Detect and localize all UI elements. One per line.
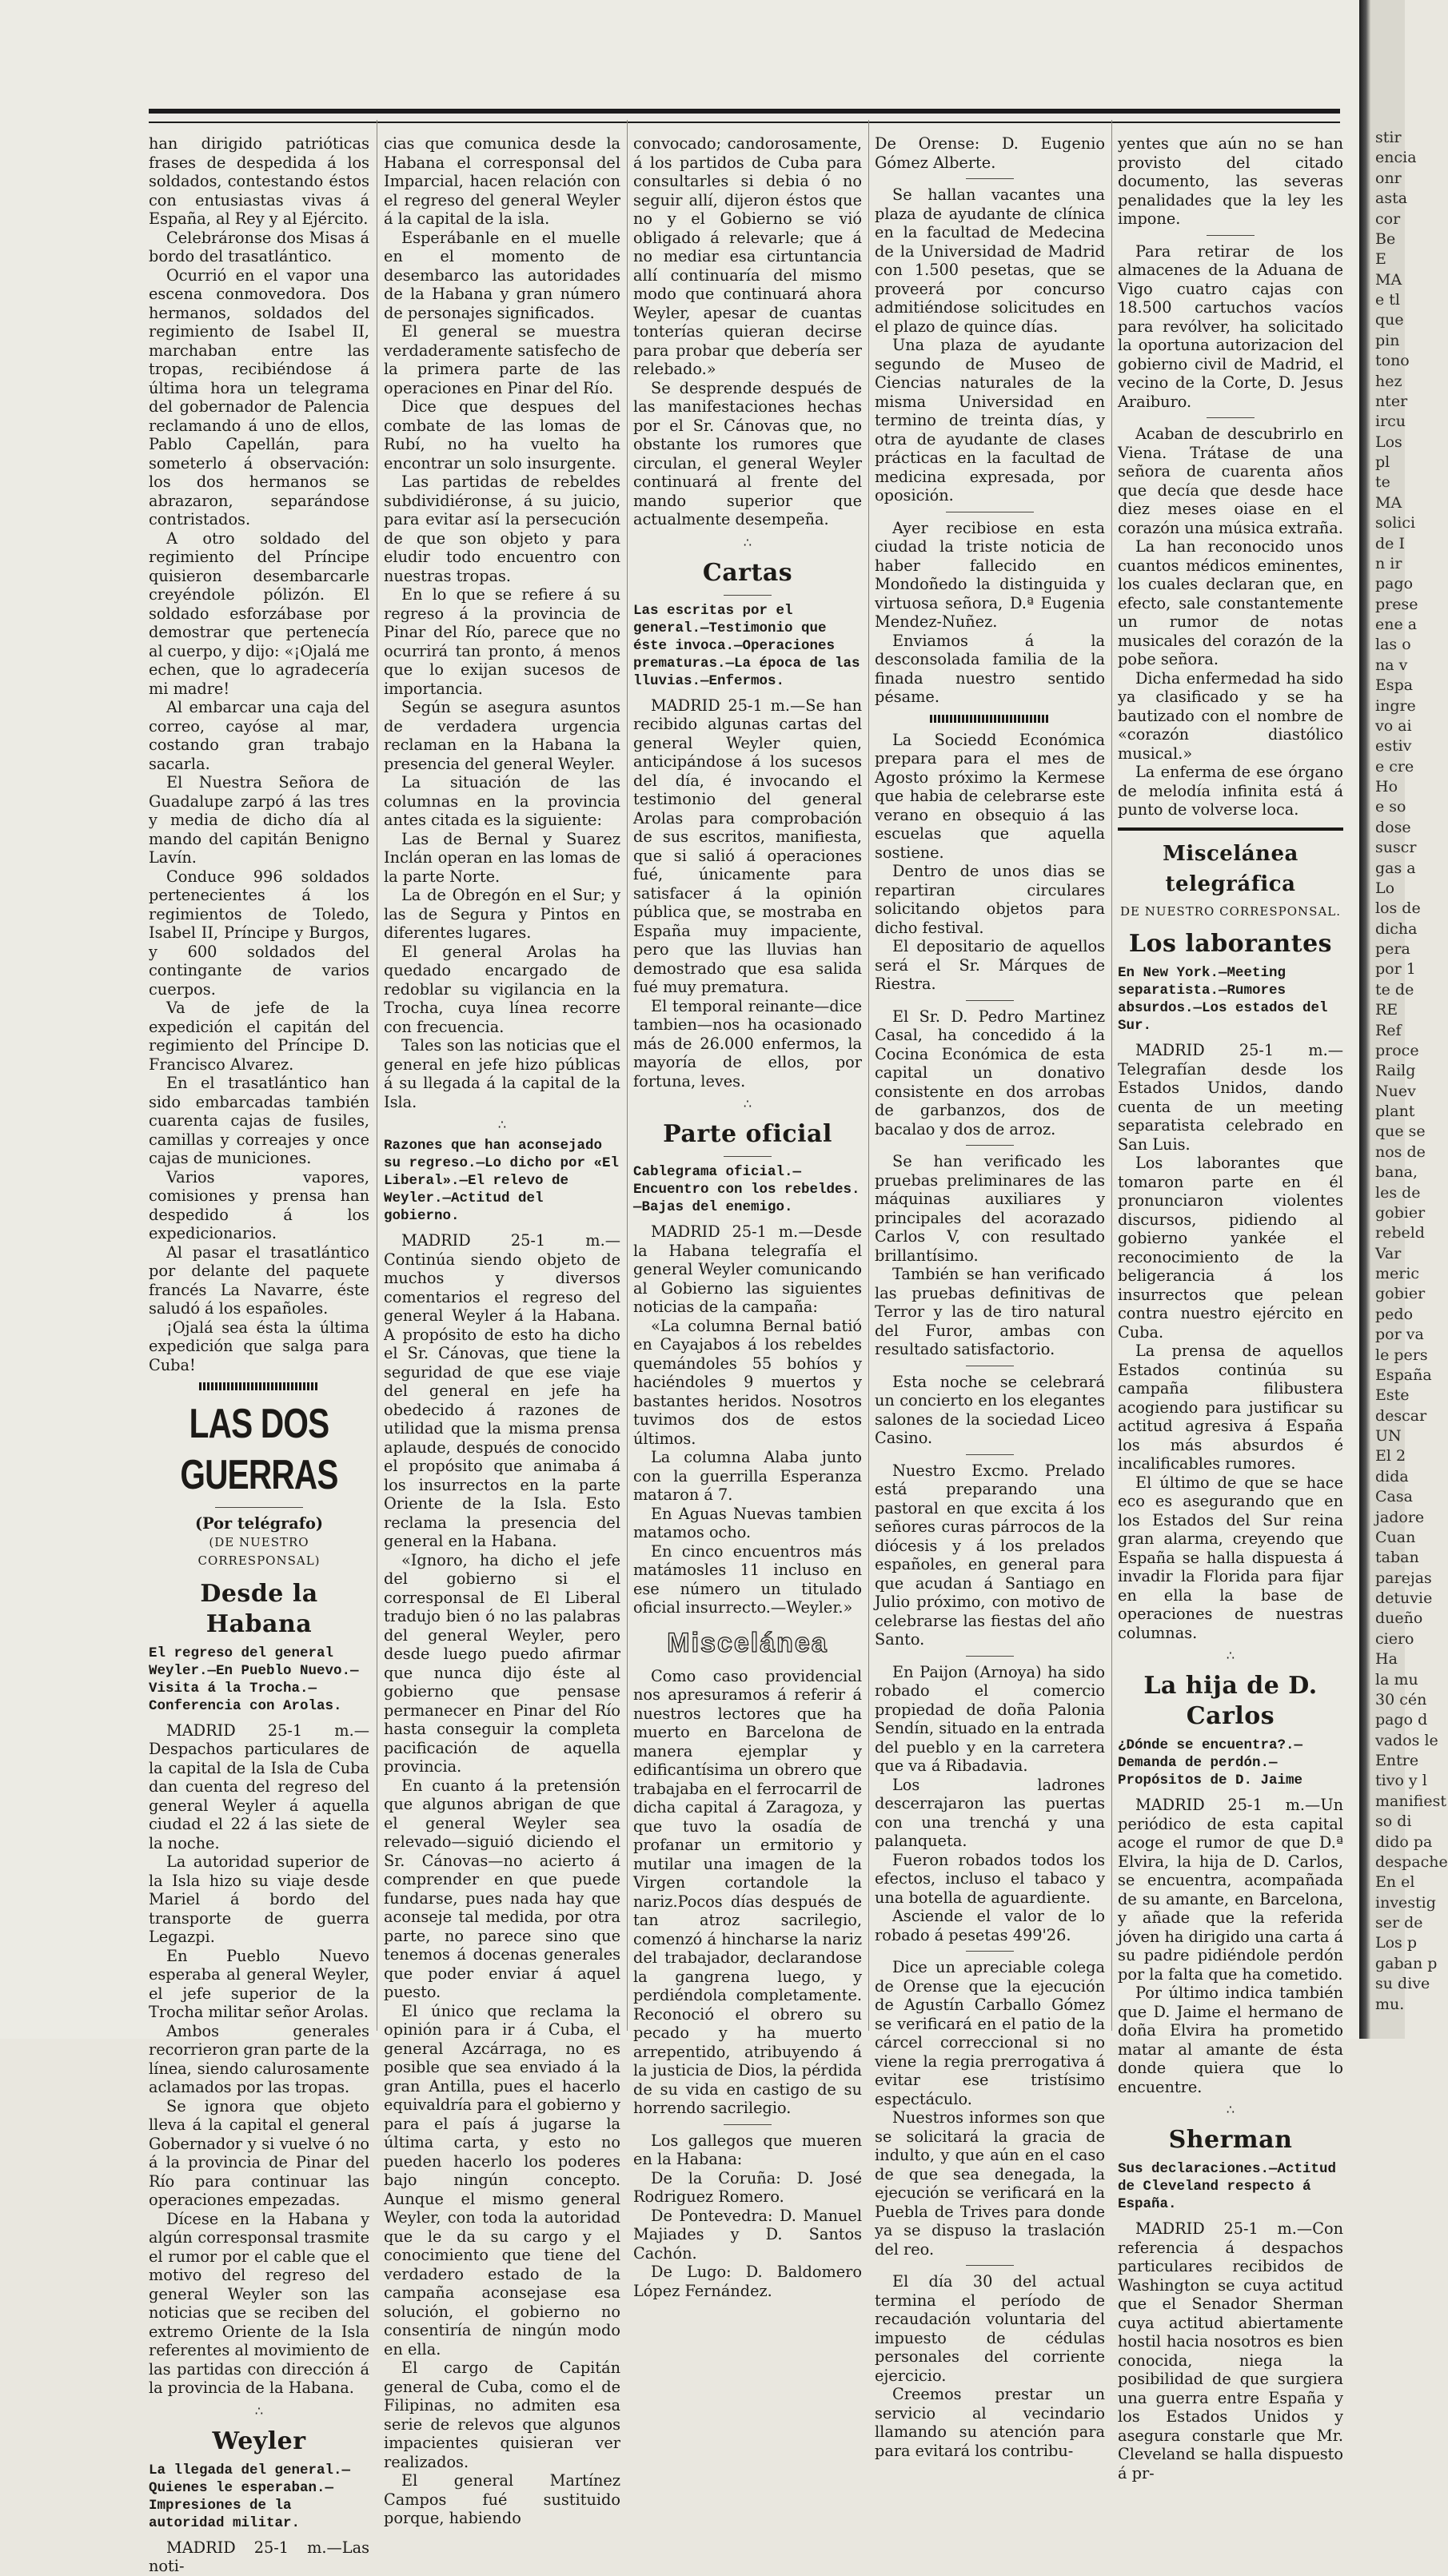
divider (724, 1156, 772, 1157)
facing-page-fragment: gobier (1375, 1285, 1426, 1303)
paragraph: han dirigido patrióticas frases de despedida á los soldados, contestando éstos con entusiastas vivas á España, al Rey y al Ejército. (149, 134, 369, 228)
paragraph: MADRID 25-1 m.—Despachos particulares de la capital de la Isla de Cuba dan cuenta del regreso del general Weyler á aquella ciudad el 22 á las siete de la noche. (149, 1721, 369, 1852)
heading-weyler: Weyler (212, 2426, 306, 2455)
divider (966, 1951, 1014, 1952)
paragraph: A otro soldado del regimiento del Príncipe quisieron desembarcarle creyéndole pólizón. El soldado esforzábase por demostrar que pertenecía al cuerpo, y dijo: «¡Ojalá me echen, que lo agradecería mi madre! (149, 528, 369, 698)
facing-page-fragment: na v (1375, 656, 1408, 674)
facing-page-fragment: UN (1375, 1427, 1402, 1446)
facing-page-fragment: dicha (1375, 919, 1418, 938)
facing-page-fragment: Los (1375, 433, 1402, 451)
facing-page-fragment: vo ai (1375, 716, 1412, 735)
paragraph: De Orense: D. Eugenio Gómez Alberte. (875, 134, 1105, 172)
paragraph: El último de que se hace eco es asegurando que en los Estados del Sur reina gran alarma, creyendo que España se halla dispuesta á invadir la Florida para fijar en ella la base de operaciones de nuestras columnas. (1118, 1473, 1343, 1642)
paragraph: La Sociedd Económica prepara para el mes de Agosto próximo la Kermese que habia de celebrarse este verano en obsequio á las escuelas que aquella sostiene. (875, 730, 1105, 862)
column-3 (633, 134, 862, 2300)
paragraph: De Pontevedra: D. Manuel Majiades y D. Santos Cachón. (633, 2206, 862, 2263)
divider (1207, 235, 1255, 236)
paragraph: En Pueblo Nuevo esperaba al general Weyler, el jefe superior de la Trocha militar señor Arolas. (149, 1946, 369, 2021)
paragraph: El Sr. D. Pedro Martinez Casal, ha concedido á la Cocina Económica de esta capital un donativo consistente en dos arrobas de garbanzos, dos de bacalao y dos de arroz. (875, 1007, 1105, 1138)
facing-page-fragment: E (1375, 250, 1386, 269)
heading-los-laborantes: Los laborantes (1128, 930, 1333, 958)
paragraph: El día 30 del actual termina el período de recaudación voluntaria del impuesto de cédulas personales del corriente ejercicio. (875, 2272, 1105, 2385)
facing-page-fragment: plant (1375, 1103, 1415, 1121)
facing-page-fragment: cor (1375, 209, 1401, 228)
paragraph: El único que reclama la opinión para ir á Cuba, el general Azcárraga, no es posible que sea enviado á la gran Antilla, pues el hacerlo equivaldría para el gobierno y para el país á jugarse la última carta, y esto no pueden hacerlo los poderes bajo ningún concepto. Aunque el mismo general Weyler, con toda la autoridad que le da su cargo y el conocimiento que tiene del verdadero estado de la campaña aconsejase esa solución, el gobierno no consentiría de ningún modo en ella. (384, 2001, 620, 2359)
facing-page-fragment: En el (1375, 1873, 1415, 1892)
facing-page-fragment: nter (1375, 392, 1408, 410)
facing-page-fragment: mu. (1375, 1995, 1405, 2013)
facing-page-fragment: Var (1375, 1244, 1402, 1262)
paragraph: convocado; candorosamente, á los partidos de Cuba para consultarles si debia ó no seguir allí, dijeron éstos que no y el Gobierno se vió obligado á relevarle; que á no mediar esa cirtuntancia allí continuaría del mismo modo que continuará ahora Weyler, apesar de cuantas tonterías quieran decirse para probar que debería ser relebado.» (633, 134, 862, 378)
subheading: Cablegrama oficial.—Encuentro con los rebeldes.—Bajas del enemigo. (633, 1164, 860, 1215)
facing-page-fragment: Ho (1375, 778, 1398, 796)
facing-page-fragment: prese (1375, 595, 1418, 613)
paragraph: Dice que despues del combate de las lomas de Rubí, no ha vuelto ha encontrar un solo insurgente. (384, 397, 620, 473)
column-rule (1111, 120, 1112, 2031)
facing-page-fragment: taban (1375, 1549, 1419, 1567)
paragraph: Según se asegura asuntos de verdadera urgencia reclaman en la Habana la presencia del general Weyler. (384, 698, 620, 773)
facing-page-fragment: Este (1375, 1386, 1410, 1405)
paragraph: El general Martínez Campos fué sustituido porque, habiendo (384, 2471, 620, 2527)
divider (966, 178, 1014, 179)
facing-page-fragment: les de (1375, 1183, 1421, 1202)
paragraph: MADRID 25-1 m.—Telegrafían desde los Estados Unidos, dando cuenta de un meeting separatista celebrado en San Luis. (1118, 1041, 1343, 1154)
facing-page-fragment: manifiest (1375, 1792, 1446, 1810)
divider (966, 1145, 1014, 1146)
asterism-icon: ∴ (743, 1096, 752, 1111)
facing-page-fragment: pago d (1375, 1711, 1428, 1729)
facing-page-fragment: de I (1375, 534, 1405, 552)
facing-page-fragment: dido pa (1375, 1832, 1433, 1851)
paragraph: Una plaza de ayudante segundo de Museo de Ciencias naturales de la misma Universidad en termino de treinta días, y otra de ayudante de clases prácticas en la facultad de medicina expresada, por oposición. (875, 336, 1105, 504)
facing-page-fragment: meric (1375, 1265, 1420, 1283)
asterism-icon: ∴ (743, 534, 752, 550)
paragraph: MADRID 25-1 m.—Con referencia á despachos particulares recibidos de Washington se cuya actitud que el Senador Sherman cuya actitud abiertamente hostil hacia nosotros es bien conocida, niega la posibilidad de que surgiera una guerra entre España y los Estados Unidos y asegura constarle que Mr. Cleveland se halla dispuesto á pr- (1118, 2219, 1343, 2482)
paragraph: La de Obregón en el Sur; y las de Segura y Pintos en diferentes lugares. (384, 886, 620, 942)
paragraph: De la Coruña: D. José Rodriguez Romero. (633, 2168, 862, 2206)
facing-page-fragment: Los p (1375, 1934, 1418, 1952)
subheading: La llegada del general.—Quienes le esperaban.—Impresiones de la autoridad militar. (149, 2462, 351, 2531)
paragraph: Ayer recibiose en esta ciudad la triste noticia de haber fallecido en Mondoñedo la distinguida y virtuosa señora, D.ª Eugenia Mendez-Nuñez. (875, 518, 1105, 631)
facing-page-fragment: Espa (1375, 676, 1414, 695)
facing-page-fragment: 30 cén (1375, 1690, 1427, 1709)
paragraph: Creemos prestar un servicio al vecindario llamando su atención para para evitará los contribu- (875, 2385, 1105, 2460)
subheading: Las escritas por el general.—Testimonio que éste invoca.—Operaciones prematuras.—La época de las lluvias.—Enfermos. (633, 602, 860, 689)
paragraph: Va de jefe de la expedición el capitán del regimiento del Príncipe D. Francisco Alvarez. (149, 999, 369, 1074)
divider (966, 2265, 1014, 2266)
facing-page-fragment: las o (1375, 636, 1411, 654)
paragraph: MADRID 25-1 m.—Continúa siendo objeto de muchos y diversos comentarios el regreso del general Weyler á la Habana. A propósito de esto ha dicho el Sr. Cánovas, que tiene la seguridad de que ese viaje del general en jefe ha obedecido á razones de utilidad que la misma prensa aplaude, después de conocido el propósito que animaba á los insurrectos en la parte Oriente de la Isla. Esto reclama la presencia del general en la Habana. (384, 1231, 620, 1550)
asterism-icon: ∴ (1226, 2102, 1235, 2117)
paragraph: Como caso providencial nos apresuramos á referir á nuestros lectores que ha muerto en Barcelona de manera ejemplar y edificantísima un obrero que trabajaba en el ferrocarril de dicha capital á Zaragoza, y que tuvo la osadía de profanar un ermitorio y mutilar una imagen de la Virgen cortandole la nariz.Pocos días después de tan atroz sacrilegio, comenzó á hincharse la nariz del trabajador, declarandose la gangrena luego, y perdiéndola completamente. Reconoció el obrero su pecado y ha muerto arrepentido, atribuyendo á la justicia de Dios, la pérdida de su vida en castigo de su horrendo sacrilegio. (633, 1666, 862, 2117)
paragraph: Para retirar de los almacenes de la Aduana de Vigo cuatro cajas con 18.500 cartuchos vacíos para revólver, ha solicitado la oportuna autorizacion del gobierno civil de Madrid, el vecino de la Corte, D. Jesus Araiburo. (1118, 241, 1343, 411)
paragraph: Dentro de unos dias se repartiran circulares solicitando objetos para dicho festival. (875, 862, 1105, 937)
paragraph: En cinco encuentros más matámosles 11 incluso en ese número un titulado oficial insurrecto.—Weyler.» (633, 1541, 862, 1617)
paragraph: El Nuestra Señora de Guadalupe zarpó á las tres y media de dicho día al mando del capitán Benigno Lavín. (149, 773, 369, 867)
facing-page-fragment: Lo (1375, 879, 1395, 897)
column-1 (149, 134, 369, 2575)
facing-page-fragment: te de (1375, 980, 1414, 999)
facing-page-edge (1359, 0, 1448, 2039)
facing-page-fragment: ingre (1375, 696, 1416, 715)
paragraph: Dícese en la Habana y algún corresponsal trasmite el rumor por el cable que el motivo del regreso del general Weyler son las noticias que se reciben del extremo Oriente de la Isla referentes al movimiento de las partidas con dirección á la provincia de la Habana. (149, 2209, 369, 2397)
paragraph: Se desprende después de las manifestaciones hechas por el Sr. Cánovas que, no obstante los rumores que circulan, el general Weyler continuará al frente del mando superior que actualmente desempeña. (633, 378, 862, 528)
facing-page-fragment: que (1375, 311, 1404, 329)
column-2 (384, 134, 620, 2527)
facing-page-fragment: pedo (1375, 1305, 1414, 1323)
subheading: Sus declaraciones.—Actitud de Cleveland respecto á España. (1118, 2161, 1337, 2212)
facing-page-fragment: asta (1375, 189, 1408, 208)
facing-page-fragment: Casa (1375, 1488, 1413, 1506)
subheading: Razones que han aconsejado su regreso.—Lo dicho por «El Liberal».—El relevo de Weyler.—Actitud del gobierno. (384, 1138, 620, 1224)
facing-page-fragment: solici (1375, 514, 1416, 532)
paragraph: cias que comunica desde la Habana el corresponsal del Imparcial, hacen relación con el regreso del general Weyler á la capital de la isla. (384, 134, 620, 228)
facing-page-fragment: so di (1375, 1812, 1412, 1831)
facing-page-fragment: pera (1375, 940, 1410, 959)
paragraph: Nuestro Excmo. Prelado está preparando una pastoral en que excita á los señores curas párrocos de la diócesis y á los prelados españoles, en general para que acudan á Santiago en Julio próximo, con motivo de celebrarse las fiestas del año Santo. (875, 1461, 1105, 1649)
facing-page-fragment: que se (1375, 1123, 1426, 1141)
facing-page-fragment: Ha (1375, 1650, 1398, 1669)
column-5 (1118, 134, 1343, 2482)
facing-page-fragment: Nuev (1375, 1082, 1416, 1100)
divider (966, 1454, 1014, 1455)
facing-page-fragment: gaban p (1375, 1954, 1438, 1972)
paragraph: Ocurrió en el vapor una escena conmovedora. Dos hermanos, soldados del regimiento de Isabel II, marchaban entre las tropas, recibiéndose á última hora un telegrama del gobernador de Palencia reclamando á uno de ellos, Pablo Capellán, para someterlo á observación: los dos hermanos se abrazaron, separándose contristados. (149, 265, 369, 528)
column-rule (868, 120, 869, 2031)
heading-desde-la-habana: Desde la Habana (200, 1579, 318, 1638)
paragraph: El cargo de Capitán general de Cuba, como el de Filipinas, no admiten esa serie de relevos que algunos impacientes quisieran ver realizados. (384, 2359, 620, 2471)
paragraph: La han reconocido unos cuantos médicos eminentes, los cuales declaran que, en efecto, sale constantemente un rumor de notas musicales del corazón de la pobe señora. (1118, 537, 1343, 668)
paragraph: MADRID 25-1 m.—Un periódico de esta capital acoge el rumor de que D.ª Elvira, la hija de D. Carlos, se encuentra, acompañada de su amante, en Barcelona, y añade que la referida jóven ha dirigido una carta á su padre pidiéndole perdón por la falta que ha cometido. (1118, 1796, 1343, 1984)
paragraph: Esta noche se celebrará un concierto en los elegantes salones de la sociedad Liceo Casino. (875, 1372, 1105, 1447)
facing-page-fragment: rebeld (1375, 1224, 1425, 1242)
header-rule (149, 109, 1340, 123)
paragraph: Fueron robados todos los efectos, incluso el tabaco y una botella de aguardiente. (875, 1850, 1105, 1907)
facing-page-fragment: nos de (1375, 1142, 1426, 1161)
paragraph: MADRID 25-1 m.—Desde la Habana telegrafía el general Weyler comunicando al Gobierno las siguientes noticias de la campaña: (633, 1222, 862, 1316)
facing-page-fragment: ircu (1375, 413, 1406, 431)
paragraph: Al pasar el trasatlántico por delante del paquete francés La Navarre, éste saludó á los españoles. (149, 1242, 369, 1318)
facing-page-fragment: MA (1375, 493, 1402, 512)
section-title-las-dos-guerras: LAS DOS GUERRAS (180, 1401, 338, 1498)
divider (724, 595, 772, 596)
facing-page-fragment: pago (1375, 575, 1414, 593)
subheading: ¿Dónde se encuentra?.—Demanda de perdón.—Propósitos de D. Jaime (1118, 1737, 1303, 1788)
paragraph: Al embarcar una caja del correo, cayóse al mar, costando gran trabajo sacarla. (149, 698, 369, 773)
ornamental-divider (930, 715, 1050, 723)
facing-page-fragment: e tl (1375, 291, 1400, 309)
facing-page-fragment: dose (1375, 818, 1411, 836)
paragraph: Se ignora que objeto lleva á la capital el general Gobernador y si vuelve ó no á la provincia de Pinar del Río para continuar las operaciones empezadas. (149, 2096, 369, 2209)
facing-page-fragment: detuvie (1375, 1589, 1433, 1608)
paragraph: Las partidas de rebeldes subdividiéronse, á su juicio, para evitar así la persecución de que son objeto y para eludir todo encuentro con nuestras tropas. (384, 473, 620, 585)
paragraph: En Aguas Nuevas tambien matamos ocho. (633, 1504, 862, 1541)
facing-page-fragment: El 2 (1375, 1447, 1406, 1465)
subheading: En New York.—Meeting separatista.—Rumores absurdos.—Los estados del Sur. (1118, 965, 1328, 1034)
facing-page-fragment: parejas (1375, 1569, 1432, 1587)
paragraph: Varios vapores, comisiones y prensa han despedido á los expedicionarios. (149, 1167, 369, 1242)
facing-page-fragment: pin (1375, 331, 1400, 349)
paragraph: En Paijon (Arnoya) ha sido robado el comercio propiedad de doña Palonia Sendín, situado en la entrada del pueblo y en la carretera que va á Ribadavia. (875, 1662, 1105, 1775)
facing-page-fragment: onr (1375, 169, 1402, 187)
facing-page-fragment: gobier (1375, 1203, 1426, 1222)
column-rule (627, 120, 628, 2031)
facing-page-fragment: España (1375, 1366, 1432, 1384)
paragraph: Los gallegos que mueren en la Habana: (633, 2131, 862, 2168)
facing-page-fragment: encia (1375, 149, 1417, 167)
paragraph: Por último indica también que D. Jaime el hermano de doña Elvira ha prometido matar al amante de ésta donde quiera que lo encuentre. (1118, 1984, 1343, 2096)
facing-page-fragment: le pers (1375, 1346, 1428, 1364)
facing-page-fragment: suscr (1375, 839, 1417, 857)
paragraph: De Lugo: D. Baldomero López Fernández. (633, 2263, 862, 2300)
ornamental-divider (199, 1382, 319, 1390)
paragraph: La prensa de aquellos Estados continúa su campaña filibustera acogiendo para justificar su actitud agresiva á España los más absurdos é incalificables rumores. (1118, 1342, 1343, 1473)
paragraph: En lo que se refiere á su regreso á la provincia de Pinar del Río, parece que no ocurrirá tan pronto, á menos que lo exijan sucesos de importancia. (384, 585, 620, 698)
paragraph: yentes que aún no se han provisto del citado documento, las severas penalidades que la ley les impone. (1118, 134, 1343, 228)
paragraph: El temporal reinante—dice tambien—nos ha ocasionado más de 26.000 enfermos, la mayoría de ellos, por fortuna, leves. (633, 996, 862, 1091)
paragraph: La situación de las columnas en la provincia antes citada es la siguiente: (384, 773, 620, 829)
facing-page-fragment: despache (1375, 1852, 1448, 1871)
facing-page-fragment: ene a (1375, 616, 1418, 634)
facing-page-fragment: Entre (1375, 1752, 1419, 1770)
facing-page-fragment: la mu (1375, 1670, 1418, 1689)
paragraph: Los laborantes que tomaron parte en él pronunciaron violentes discursos, pidiendo al gobierno yankée el reconocimiento de la beligerancia á los insurrectos que pelean contra nuestro ejército en Cuba. (1118, 1154, 1343, 1342)
facing-page-fragment: dida (1375, 1467, 1409, 1485)
facing-page-fragment: te (1375, 473, 1390, 492)
paragraph: Nuestros informes son que se solicitará la gracia de indulto, y que aún en el caso de que sea denegada, la ejecución se verificará en la Puebla de Trives para donde ya se dispuso la traslación del reo. (875, 2108, 1105, 2259)
byline: (Por telégrafo) (194, 1514, 323, 1533)
paragraph: «Ignoro, ha dicho el jefe del gobierno si el corresponsal de El Liberal tradujo bien ó no las palabras del general Weyler, pero desde luego puedo afirmar que nunca dijo éste al gobierno que pensase permanecer en Pinar del Río hasta conseguir la completa pacificación de aquella provincia. (384, 1550, 620, 1776)
paragraph: La autoridad superior de la Isla hizo su viaje desde Mariel á bordo del transporte de guerra Legazpi. (149, 1852, 369, 1946)
facing-page-fragment: pl (1375, 453, 1390, 472)
facing-page-fragment: e so (1375, 798, 1406, 816)
paragraph: En cuanto á la pretensión que algunos abrigan de que el general Weyler sea relevado—siguió diciendo el Sr. Cánovas—no acierto á comprender en que puede fundarse, pues nada hay que aconseje tal medida, por otra parte, no parece sino que tenemos á docenas generales que poder enviar á aquel puesto. (384, 1776, 620, 2001)
byline-correspondent: (DE NUESTRO CORRESPONSAL) (197, 1534, 321, 1568)
facing-page-fragment: investig (1375, 1893, 1436, 1912)
facing-page-fragment: estiv (1375, 737, 1412, 756)
paragraph: Se han verificado les pruebas preliminares de las máquinas auxiliares y principales del acorazado Carlos V, con resultado brillantísimo. (875, 1152, 1105, 1265)
facing-page-fragment: RE (1375, 1001, 1398, 1019)
paragraph: Tales son las noticias que el general en jefe hizo públicas á su llegada á la capital de la Isla. (384, 1036, 620, 1111)
column-4 (875, 134, 1105, 2460)
paragraph: La enferma de ese órgano de melodía infinita está á punto de volverse loca. (1118, 763, 1343, 819)
facing-page-fragment: bana, (1375, 1163, 1418, 1182)
paragraph: MADRID 25-1 m.—Las noti- (149, 2538, 369, 2575)
facing-page-fragment: descar (1375, 1406, 1427, 1425)
facing-page-fragment: vados le (1375, 1731, 1438, 1749)
divider (966, 1000, 1014, 1001)
divider (966, 1656, 1014, 1657)
facing-page-fragment: su dive (1375, 1975, 1430, 1993)
paragraph: Se hallan vacantes una plaza de ayudante de clínica en la facultad de Medecina de la Universidad de Madrid con 1.500 pesetas, que se proveerá por concurso admitiéndose solicitudes en el plazo de quince días. (875, 185, 1105, 336)
facing-page-fragment: MA (1375, 270, 1402, 289)
paragraph: Las de Bernal y Suarez Inclán operan en las lomas de la parte Norte. (384, 829, 620, 886)
paragraph: Dice un apreciable colega de Orense que la ejecución de Agustín Carballo Gómez se verificará en el patio de la cárcel correccional si no viene la regia prerrogativa á evitar ese tristísimo espectáculo. (875, 1958, 1105, 2108)
facing-page-fragment: los de (1375, 899, 1421, 918)
paragraph: Enviamos á la desconsolada familia de la finada nuestro sentido pésame. (875, 631, 1105, 706)
paragraph: Asciende el valor de lo robado á pesetas 499'26. (875, 1907, 1105, 1944)
paragraph: Celebráronse dos Misas á bordo del trasatlántico. (149, 228, 369, 265)
facing-page-fragment: ser de (1375, 1914, 1423, 1932)
paragraph: Ambos generales recorrieron gran parte de la línea, siendo calurosamente aclamados por las tropas. (149, 2021, 369, 2096)
paragraph: Los ladrones descerrajaron las puertas con una trenchá y una palanqueta. (875, 1775, 1105, 1850)
facing-page-fragment: hez (1375, 372, 1402, 390)
facing-page-fragment: ciero (1375, 1629, 1414, 1648)
subheading: El regreso del general Weyler.—En Pueblo Nuevo.—Visita á la Trocha.—Conferencia con Arolas. (149, 1645, 359, 1714)
paragraph: El depositario de aquellos será el Sr. Márques de Riestra. (875, 937, 1105, 993)
paragraph: El general se muestra verdaderamente satisfecho de la primera parte de las operaciones en Pinar del Río. (384, 322, 620, 397)
facing-page-fragment: n ir (1375, 554, 1402, 572)
section-rule (1118, 827, 1343, 831)
byline-correspondent: DE NUESTRO CORRESPONSAL. (1119, 903, 1342, 919)
facing-page-fragment: Cuan (1375, 1528, 1416, 1546)
divider (1207, 417, 1255, 418)
heading-miscelanea-telegrafica: Miscelánea telegráfica (1163, 841, 1298, 896)
paragraph: «La columna Bernal batió en Cayajabos á los rebeldes quemándoles 55 bohíos y haciéndoles 9 muertos y bastantes heridos. Nosotros tuvimos dos de estos últimos. (633, 1316, 862, 1448)
paragraph: En el trasatlántico han sido embarcadas también cuarenta cajas de fusiles, camillas y correajes y once cajas de municiones. (149, 1074, 369, 1167)
asterism-icon: ∴ (1226, 1648, 1235, 1663)
paragraph: Dicha enfermedad ha sido ya clasificado y se ha bautizado con el nombre de «corazón diastólico musical.» (1118, 668, 1343, 763)
paragraph: El general Arolas ha quedado encargado de redoblar su vigilancia en la Trocha, cuya línea recorre con frecuencia. (384, 942, 620, 1036)
facing-page-fragment: Railg (1375, 1062, 1416, 1080)
heading-miscelanea: Miscelánea (667, 1627, 828, 1658)
asterism-icon: ∴ (497, 1117, 507, 1132)
page-fold (1359, 0, 1370, 2039)
facing-page-fragment: jadore (1375, 1508, 1425, 1526)
heading-sherman: Sherman (1168, 2126, 1293, 2154)
paragraph: ¡Ojalá sea ésta la última expedición que salga para Cuba! (149, 1318, 369, 1374)
facing-page-fragment: tono (1375, 352, 1410, 370)
facing-page-fragment: dueño (1375, 1609, 1423, 1628)
facing-page-fragment: stir (1375, 129, 1402, 146)
facing-page-fragment: proce (1375, 1041, 1419, 1059)
facing-page-fragment: Be (1375, 229, 1396, 248)
asterism-icon: ∴ (254, 2403, 264, 2418)
paragraph: Conduce 996 soldados pertenecientes á los regimientos de Toledo, Isabel II, Príncipe y Burgos, y 600 soldados del contingante de varios cuerpos. (149, 867, 369, 999)
divider (215, 1507, 303, 1508)
facing-page-fragment: gas a (1375, 859, 1416, 877)
facing-page-fragment: por va (1375, 1326, 1424, 1344)
paragraph: MADRID 25-1 m.—Se han recibido algunas cartas del general Weyler quien, anticipándose á los sucesos del día, é invocando el testimonio del general Arolas para comprobación de sus escritos, manifiesta, que si salió á operaciones fué, únicamente para satisfacer á la opinión pública que, se mostraba en España muy impaciente, pero que las lluvias han demostrado que esa salida fué muy prematura. (633, 696, 862, 996)
heading-cartas: Cartas (702, 558, 793, 587)
facing-page-fragment: tivo y l (1375, 1772, 1427, 1790)
paragraph: También se han verificado las pruebas definitivas de Terror y las de tiro natural del Furor, ambas con resultado satisfactorio. (875, 1265, 1105, 1358)
paragraph: Esperábanle en el muelle en el momento de desembarco las autoridades de la Habana y gran número de personajes significados. (384, 228, 620, 322)
paragraph: Acaban de descubrirlo en Viena. Trátase de una señora de cuarenta años que decía que desde hace diez meses oiase en el corazón una música extraña. (1118, 425, 1343, 537)
paragraph: La columna Alaba junto con la guerrilla Esperanza mataron á 7. (633, 1448, 862, 1504)
facing-page-fragment: por 1 (1375, 960, 1416, 979)
heading-parte-oficial: Parte oficial (663, 1120, 832, 1148)
heading-la-hija-de-d-carlos: La hija de D. Carlos (1143, 1672, 1318, 1730)
facing-page-fragment: Ref (1375, 1021, 1402, 1039)
divider (724, 2124, 772, 2125)
facing-page-fragment: e cre (1375, 757, 1414, 776)
